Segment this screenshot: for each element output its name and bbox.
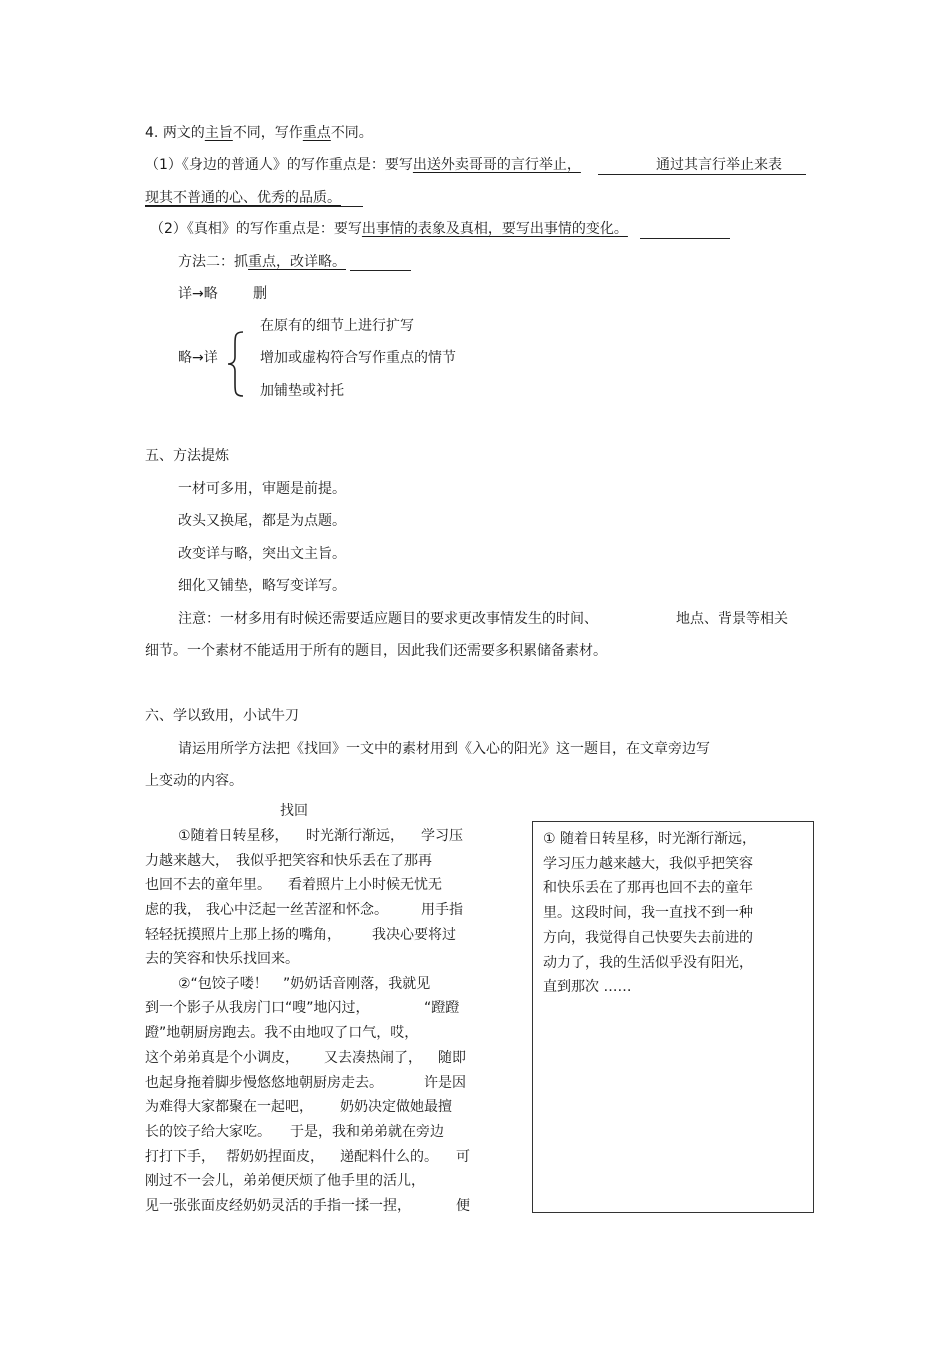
essay-text: 便 xyxy=(456,1198,470,1214)
essay-text: 许是因 xyxy=(424,1075,466,1091)
point2-underlined: 出事情的表象及真相，要写出事情的变化。 xyxy=(361,221,628,237)
essay-text: 到一个影子从我房门口“嗖”地闪过， xyxy=(145,1000,370,1016)
section4-point2 xyxy=(150,219,628,239)
essay-text: 为难得大家都聚在一起吧， xyxy=(145,1099,313,1115)
essay-text: 可 xyxy=(456,1149,470,1165)
essay-text: ②“包饺子喽！ xyxy=(178,976,268,992)
answer-line: ① 随着日转星移，时光渐行渐远， xyxy=(543,831,757,847)
essay-text: 去的笑容和快乐找回来。 xyxy=(145,951,299,967)
underline-rule xyxy=(350,270,411,271)
essay-text: 递配料什么的。 xyxy=(340,1149,438,1165)
essay-text: 虑的我， xyxy=(145,902,201,918)
section4-point1-line2 xyxy=(145,188,341,208)
section4-point1-line1 xyxy=(145,155,581,175)
curly-brace-icon xyxy=(226,330,248,398)
method-two xyxy=(178,252,346,272)
method-line: 改变详与略，突出文主旨。 xyxy=(178,546,346,562)
point1-underlined: 出送外卖哥哥的言行举止， xyxy=(412,157,581,173)
answer-line: 方向，我觉得自己快要失去前进的 xyxy=(543,930,753,946)
section4-heading-part: 不同，写作 xyxy=(232,125,303,141)
essay-text: 又去凑热闹了， xyxy=(324,1050,422,1066)
essay-text: 学习压 xyxy=(421,828,463,844)
instruction-line2: 上变动的内容。 xyxy=(145,773,243,789)
underline-rule xyxy=(640,238,730,239)
section5-heading: 五、方法提炼 xyxy=(145,448,229,464)
essay-text: ①随着日转星移， xyxy=(178,828,289,844)
answer-line: 学习压力越来越大，我似乎把笑容 xyxy=(543,856,753,872)
instruction-line1: 请运用所学方法把《找回》一文中的素材用到《入心的阳光》这一题目，在文章旁边写 xyxy=(178,741,710,757)
essay-text: 我似乎把笑容和快乐丢在了那再 xyxy=(236,853,432,869)
section4-heading-keyword: 重点 xyxy=(302,125,331,141)
underline-rule xyxy=(145,206,363,207)
essay-text: “蹬蹬 xyxy=(424,1000,460,1016)
essay-text: 也回不去的童年里。 xyxy=(145,877,271,893)
option-foreshadow: 加铺垫或衬托 xyxy=(260,383,344,399)
method-line: 细化又铺垫，略写变详写。 xyxy=(178,578,346,594)
essay-text: 刚过不一会儿，弟弟便厌烦了他手里的活儿， xyxy=(145,1173,425,1189)
essay-text: 我决心要将过 xyxy=(372,927,456,943)
method-line: 改头又换尾，都是为点题。 xyxy=(178,513,346,529)
delete-label: 删 xyxy=(253,286,267,302)
method-two-underlined: 重点，改详略。 xyxy=(248,254,346,270)
essay-text: 长的饺子给大家吃。 xyxy=(145,1124,271,1140)
essay-text: 轻轻抚摸照片上那上扬的嘴角， xyxy=(145,927,341,943)
answer-line: 和快乐丢在了那再也回不去的童年 xyxy=(543,880,753,896)
essay-text: 见一张张面皮经奶奶灵活的手指一揉一捏， xyxy=(145,1198,411,1214)
method-line: 一材可多用，审题是前提。 xyxy=(178,481,346,497)
point1-continued: 通过其言行举止来表 xyxy=(656,157,782,173)
essay-text: 随即 xyxy=(438,1050,466,1066)
essay-title: 找回 xyxy=(280,803,308,819)
essay-text: ”奶奶话音刚落，我就见 xyxy=(283,976,431,992)
essay-text: 用手指 xyxy=(421,902,463,918)
section4-heading-part: 不同。 xyxy=(330,125,373,141)
section4-heading-part: 两文的 xyxy=(162,125,205,141)
section4-heading xyxy=(145,123,373,143)
option-expand-details: 在原有的细节上进行扩写 xyxy=(260,318,414,334)
essay-text: 这个弟弟真是个小调皮， xyxy=(145,1050,299,1066)
essay-text: 蹬”地朝厨房跑去。我不由地叹了口气，哎， xyxy=(145,1025,419,1041)
essay-text: 也起身拖着脚步慢悠悠地朝厨房走去。 xyxy=(145,1075,383,1091)
section4-heading-number: 4. xyxy=(145,125,159,141)
note-line2: 细节。一个素材不能适用于所有的题目，因此我们还需要多积累储备素材。 xyxy=(145,643,607,659)
essay-text: 力越来越大， xyxy=(145,853,229,869)
answer-line: 直到那次 …… xyxy=(543,979,632,995)
detail-to-brief-label: 详→略 xyxy=(178,286,218,302)
essay-text: 时光渐行渐远， xyxy=(306,828,404,844)
option-add-plot: 增加或虚构符合写作重点的情节 xyxy=(260,350,456,366)
essay-text: 帮奶奶捏面皮， xyxy=(226,1149,324,1165)
essay-text: 我心中泛起一丝苦涩和怀念。 xyxy=(206,902,388,918)
method-two-prefix: 方法二：抓 xyxy=(178,254,248,270)
essay-text: 看着照片上小时候无忧无 xyxy=(288,877,442,893)
note-line1: 注意：一材多用有时候还需要适应题目的要求更改事情发生的时间、 xyxy=(178,611,598,627)
section4-heading-keyword: 主旨 xyxy=(204,125,233,141)
section6-heading: 六、学以致用，小试牛刀 xyxy=(145,708,299,724)
point2-prefix: （2）《真相》的写作重点是：要写 xyxy=(150,221,362,237)
essay-text: 奶奶决定做她最擅 xyxy=(340,1099,452,1115)
essay-text: 打打下手， xyxy=(145,1149,215,1165)
note-line1-continued: 地点、背景等相关 xyxy=(676,611,788,627)
point1-prefix: （1）《身边的普通人》的写作重点是：要写 xyxy=(145,157,413,173)
answer-line: 里。这段时间，我一直找不到一种 xyxy=(543,905,753,921)
point1-line2-underlined: 现其不普通的心、优秀的品质。 xyxy=(145,190,341,206)
essay-text: 于是，我和弟弟就在旁边 xyxy=(290,1124,444,1140)
answer-line: 动力了，我的生活似乎没有阳光， xyxy=(543,955,753,971)
brief-to-detail-label: 略→详 xyxy=(178,350,218,366)
